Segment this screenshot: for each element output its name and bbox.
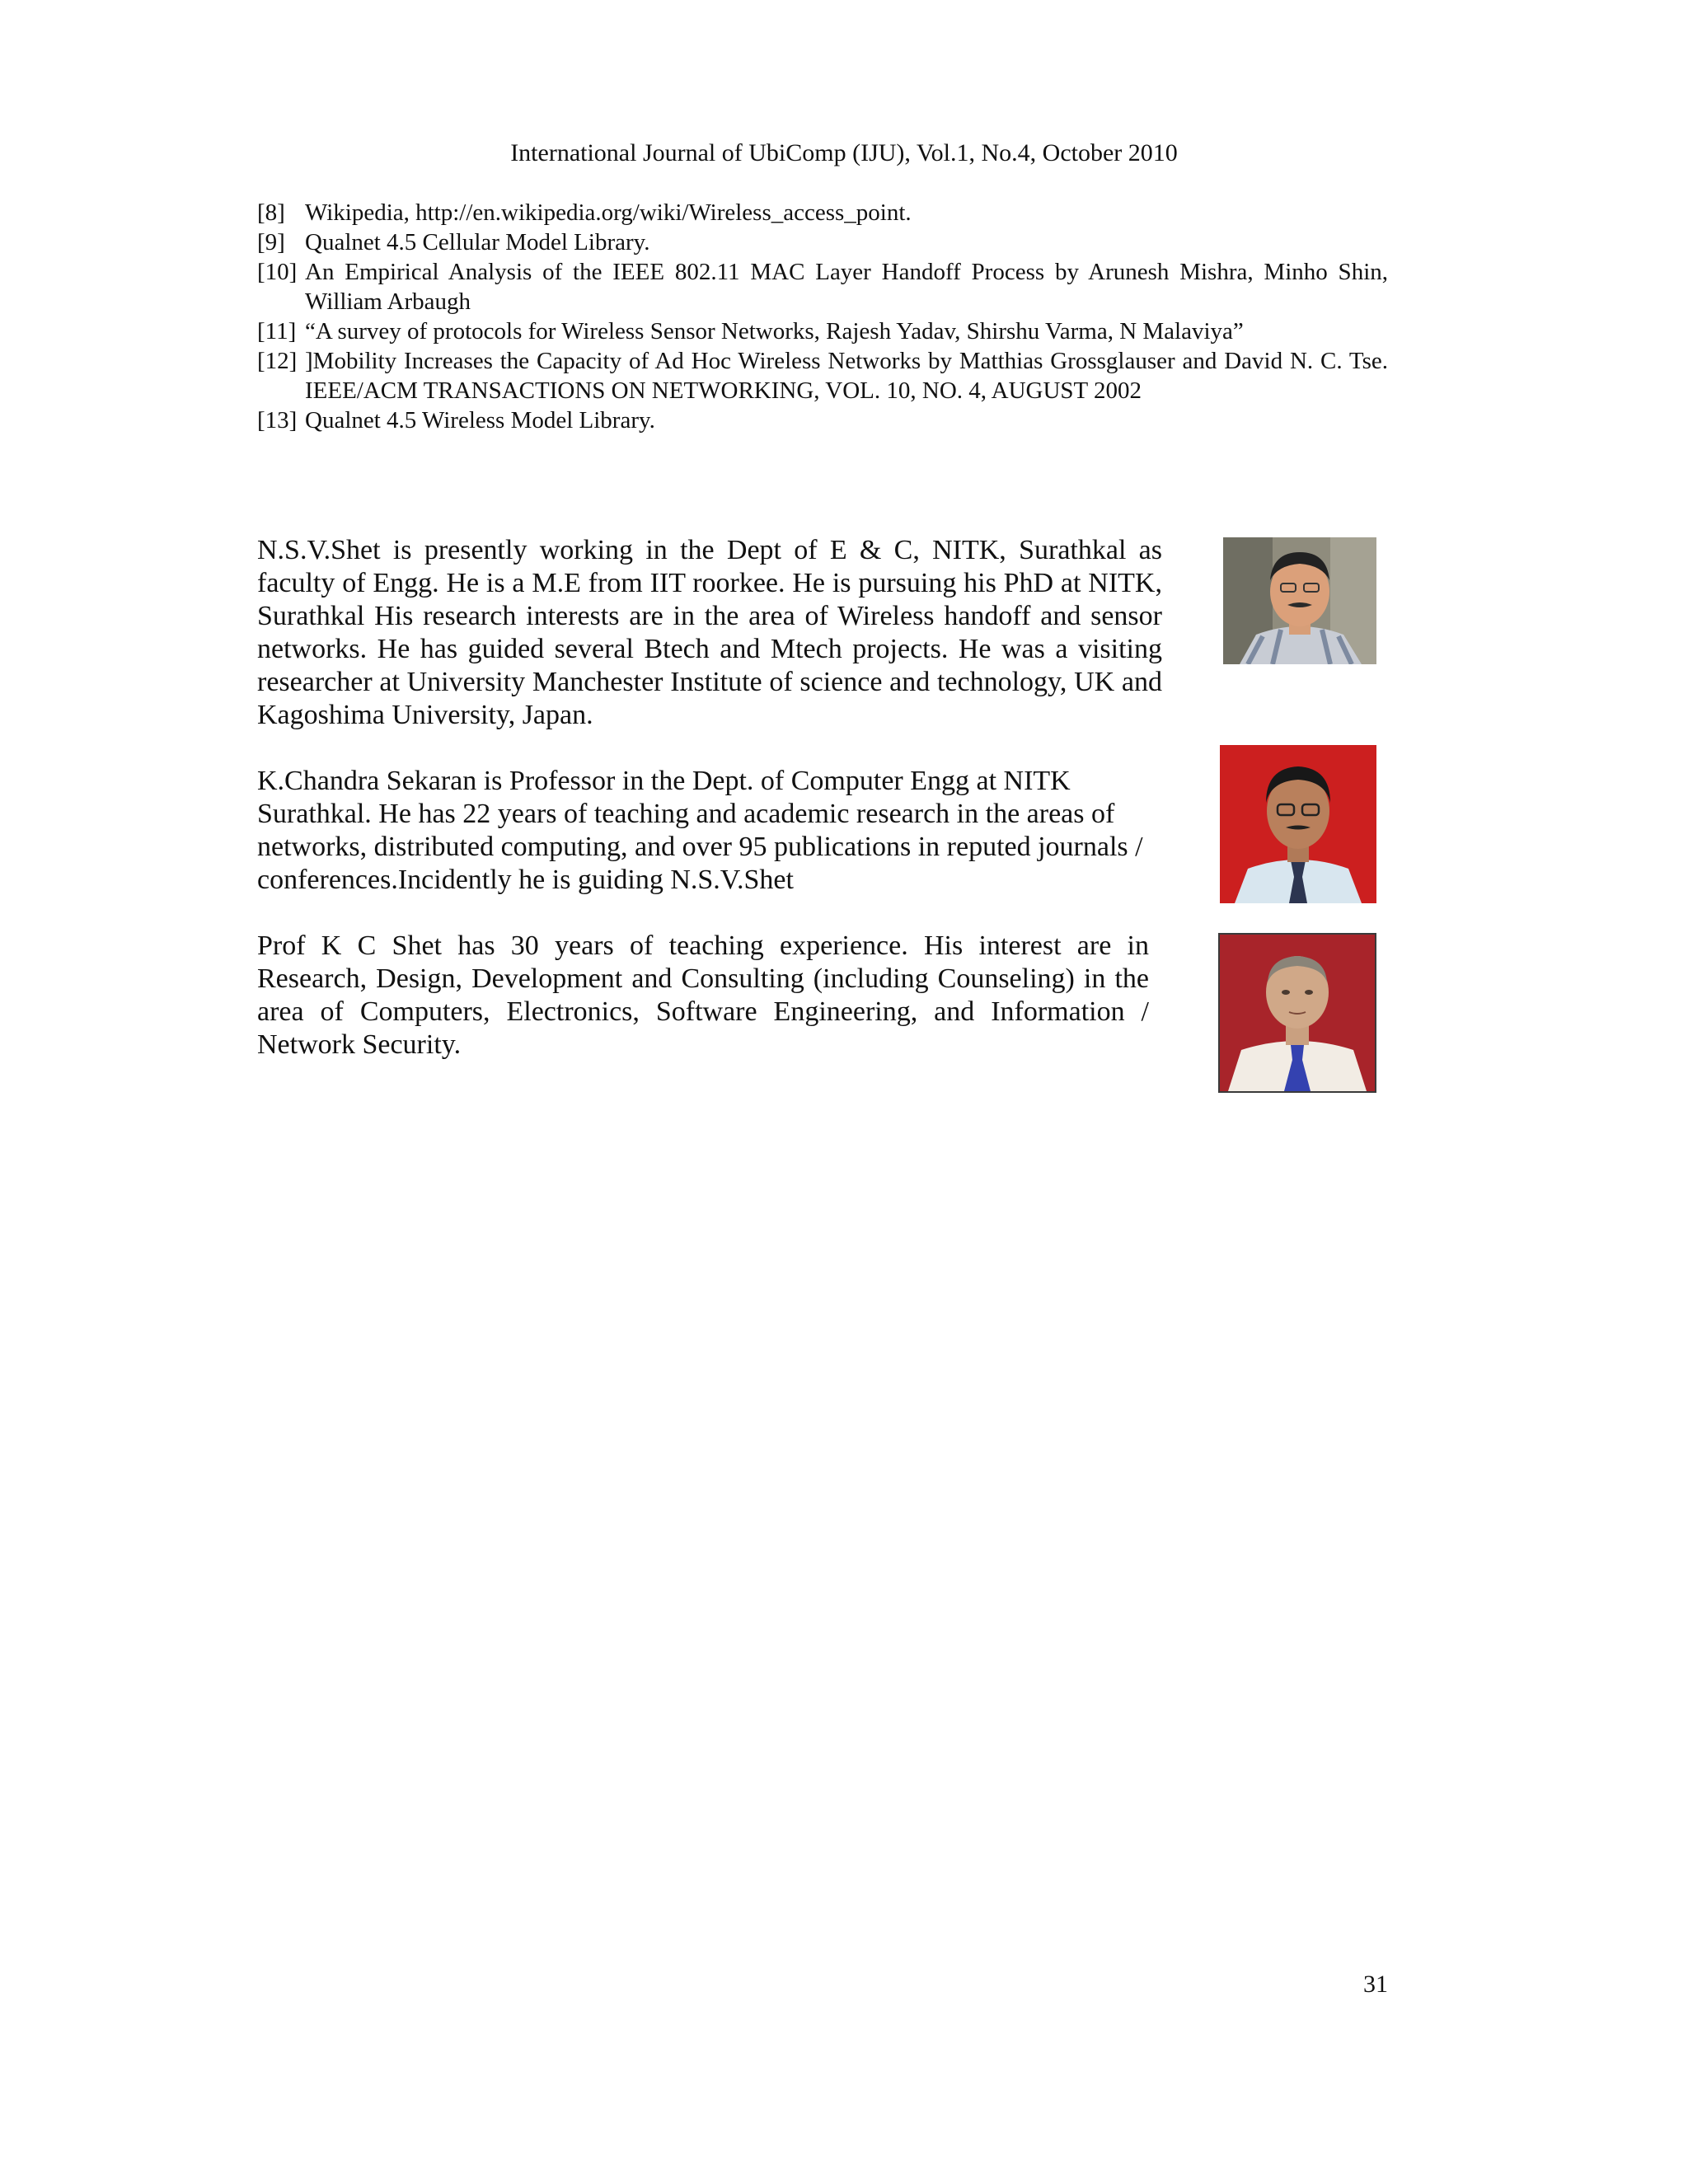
reference-item [257, 227, 1388, 257]
reference-text: ]Mobility Increases the Capacity of Ad Hoc Wireless Networks by Matthias Grossglauser and David N. C. Tse. IEEE/ACM TRANSACTIONS ON NETWORKING, VOL. 10, NO. 4, AUGUST 2002 [305, 348, 1388, 404]
reference-number: [11] [257, 318, 297, 344]
reference-item [257, 257, 1388, 316]
author-photo-chandra-sekaran [1220, 745, 1376, 903]
reference-number: [13] [257, 407, 298, 434]
portrait-image [1220, 935, 1375, 1091]
author-photo-kc-shet [1220, 935, 1375, 1091]
reference-number: [9] [257, 229, 285, 255]
reference-number: [12] [257, 348, 298, 374]
reference-item [257, 346, 1388, 405]
reference-item [257, 316, 1388, 346]
portrait-image [1223, 537, 1376, 664]
reference-item [257, 198, 1388, 227]
reference-number: [8] [257, 199, 285, 226]
reference-text: Qualnet 4.5 Cellular Model Library. [305, 229, 650, 255]
reference-item [257, 405, 1388, 435]
page-number: 31 [1363, 1971, 1388, 1998]
reference-number: [10] [257, 259, 298, 285]
author-bio-kc-shet: Prof K C Shet has 30 years of teaching experience. His interest are in Research, Design, Development and Consulting (including Counseling) in the area of Computers, Electronics, Software Engineering, and Information / Network Security. [257, 930, 1149, 1060]
portrait-image [1220, 745, 1376, 903]
author-bio-chandra-sekaran: K.Chandra Sekaran is Professor in the Dept. of Computer Engg at NITK Surathkal. He has 22 years of teaching and academic research in the areas of networks, distributed computing, and over 95 publications in reputed journals / conferences.Incidently he is guiding N.S.V.Shet [257, 766, 1143, 895]
reference-text: Wikipedia, http://en.wikipedia.org/wiki/Wireless_access_point. [305, 199, 912, 226]
running-header: International Journal of UbiComp (IJU), Vol.1, No.4, October 2010 [510, 139, 1178, 166]
author-bio-nsv-shet: N.S.V.Shet is presently working in the Dept of E & C, NITK, Surathkal as faculty of Engg. He is a M.E from IIT roorkee. He is pursuing his PhD at NITK, Surathkal His research interests are in the area of Wireless handoff and sensor networks. He has guided several Btech and Mtech projects. He was a visiting researcher at University Manchester Institute of science and technology, UK and Kagoshima University, Japan. [257, 535, 1162, 730]
author-photo-nsv-shet [1223, 537, 1376, 664]
reference-text: “A survey of protocols for Wireless Sensor Networks, Rajesh Yadav, Shirshu Varma, N Malaviya” [305, 318, 1244, 344]
reference-list [257, 198, 1388, 435]
reference-text: An Empirical Analysis of the IEEE 802.11 MAC Layer Handoff Process by Arunesh Mishra, Minho Shin, William Arbaugh [305, 259, 1388, 315]
reference-text: Qualnet 4.5 Wireless Model Library. [305, 407, 655, 434]
